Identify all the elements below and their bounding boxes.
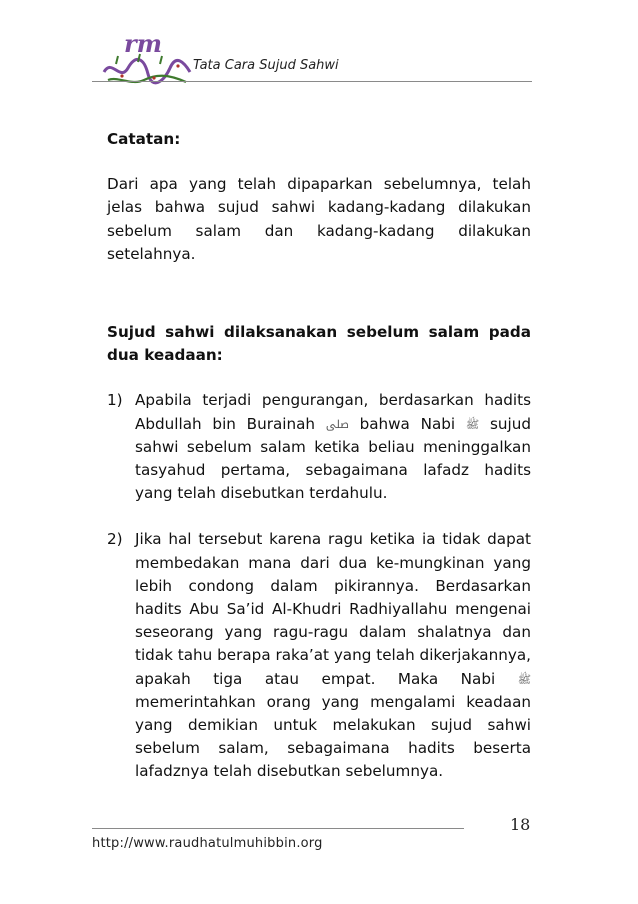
list-item: [107, 389, 531, 505]
honorific-glyph-icon: ﷹ: [325, 417, 349, 431]
running-header-title: Tata Cara Sujud Sahwi: [193, 58, 339, 73]
list-text: sujud sahwi sebelum salam ketika beliau meninggalkan tasyahud pertama, sebagaimana lafadz hadits yang telah disebutkan terdahulu.: [135, 414, 532, 503]
list-text: memerintahkan orang yang mengalami keadaan yang demikian untuk melakukan sujud sahwi sebelum salam, sebagaimana hadits beserta lafadznya telah disebutkan sebelumnya.: [135, 692, 531, 781]
honorific-glyph-icon: ﷺ: [465, 417, 480, 431]
list-item: [107, 528, 531, 783]
footer-divider: [92, 828, 464, 829]
page-body: [107, 128, 531, 784]
publisher-logo-icon: [98, 28, 194, 88]
svg-text:rm: rm: [124, 29, 163, 58]
list-text: Jika hal tersebut karena ragu ketika ia tidak dapat membedakan mana dari dua ke-mungkinan yang lebih condong dalam pikirannya. Berdasarkan hadits Abu Sa’id Al-Khudri Radhiyallahu mengenai seseorang yang ragu-ragu dalam shalatnya dan tidak tahu berapa raka’at yang telah dikerjakannya, apakah tiga atau empat. Maka Nabi: [135, 530, 531, 688]
note-paragraph: Dari apa yang telah dipaparkan sebelumnya, telah jelas bahwa sujud sahwi kadang-kadang dilakukan sebelum salam dan kadang-kadang dilakukan setelahnya.: [107, 175, 531, 263]
header-divider: [92, 81, 532, 82]
list-number: 1): [107, 391, 123, 410]
conditions-list: [107, 389, 531, 783]
footer-url: http://www.raudhatulmuhibbin.org: [92, 836, 323, 851]
list-number: 2): [107, 530, 123, 549]
page-number: 18: [510, 815, 531, 834]
section-heading: Sujud sahwi dilaksanakan sebelum salam pada dua keadaan:: [107, 323, 531, 365]
list-text: bahwa Nabi: [359, 414, 456, 433]
list-text: Apabila terjadi pengurangan, berdasarkan hadits Abdullah bin Burainah: [135, 391, 531, 433]
page-header: [92, 22, 532, 88]
note-heading: Catatan:: [107, 130, 181, 148]
honorific-glyph-icon: ﷺ: [517, 672, 532, 686]
